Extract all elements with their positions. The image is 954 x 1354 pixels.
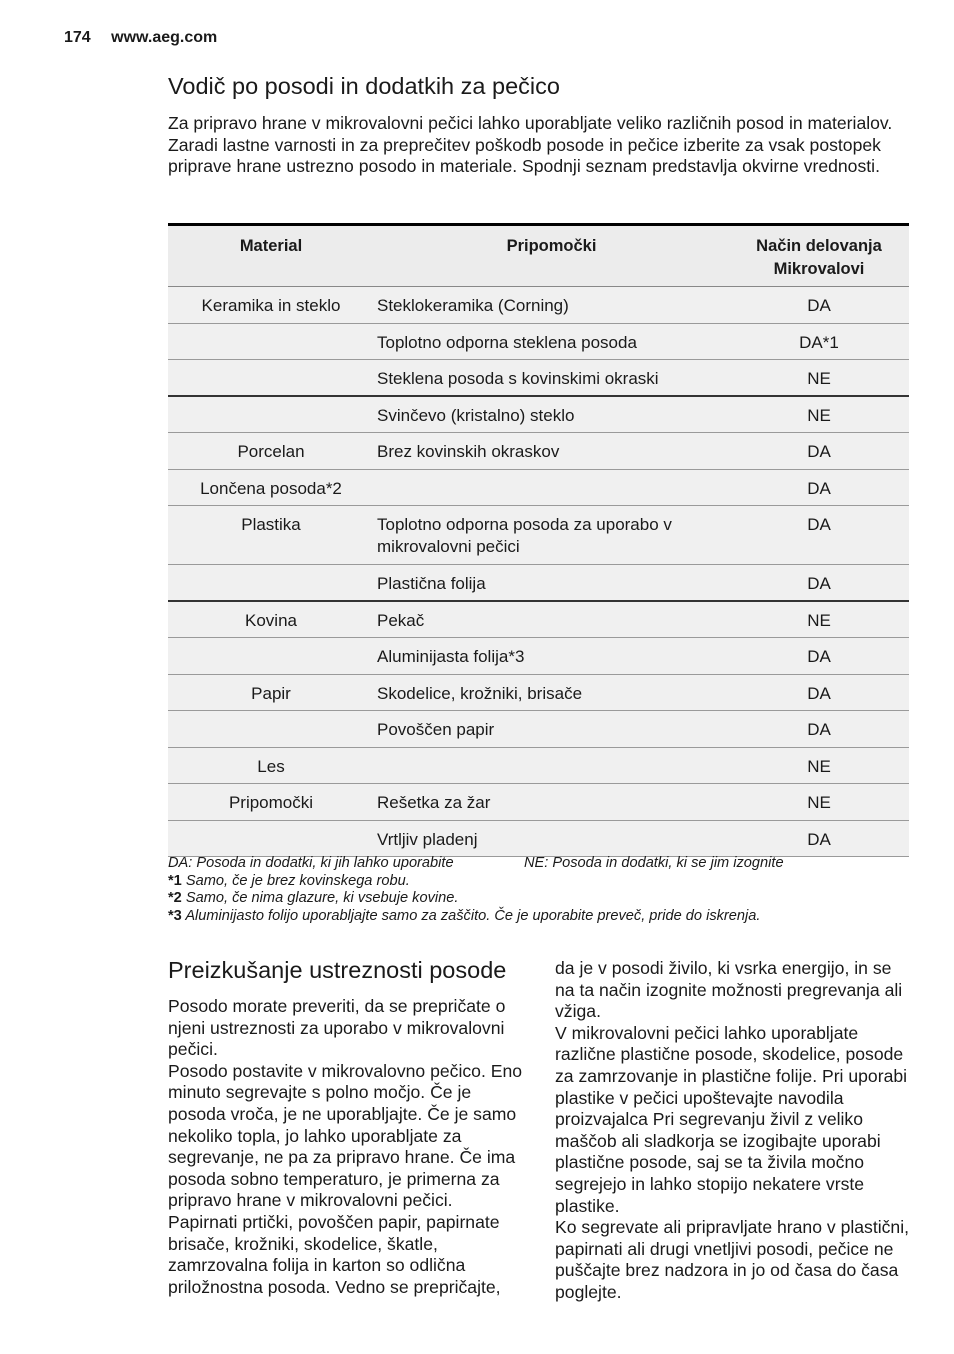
testing-left-column: [168, 996, 530, 1298]
cell-item: Brez kovinskih okraskov: [377, 442, 560, 461]
table-row: [168, 324, 909, 360]
cell-value: NE: [807, 611, 831, 630]
table-row: [168, 638, 909, 675]
website-link[interactable]: www.aeg.com: [111, 29, 218, 46]
cell-value: DA*1: [799, 333, 839, 352]
header-mode-line1: Način delovanja: [756, 237, 882, 255]
cell-material: Keramika in steklo: [201, 296, 341, 315]
cell-material: Plastika: [241, 515, 301, 534]
cell-material: Kovina: [245, 611, 297, 630]
section-title-cookware-guide: Vodič po posodi in dodatkih za pečico: [168, 73, 560, 99]
cell-material: Les: [257, 757, 285, 776]
header-mode: [729, 226, 909, 286]
cell-item: Aluminijasta folija*3: [377, 647, 525, 666]
table-row: [168, 565, 909, 602]
table-header-row: [168, 226, 909, 287]
cell-value: DA: [807, 684, 831, 703]
legend-da: DA: Posoda in dodatki, ki jih lahko uporabite: [168, 855, 454, 871]
footnote-3-mark: *3: [168, 907, 182, 924]
cell-value: DA: [807, 296, 831, 315]
cell-value: NE: [807, 757, 831, 776]
testing-right-column: [555, 958, 915, 1304]
paragraph: Ko segrevate ali pripravljate hrano v plastični, papirnati ali drugi vnetljivi posodi, pečice ne puščajte brez nadzora in jo od časa do časa poglejte.: [555, 1217, 910, 1302]
footnote-1-text: Samo, če je brez kovinskega robu.: [185, 872, 410, 889]
footnote-3: [168, 908, 928, 926]
cell-item: Rešetka za žar: [377, 793, 491, 812]
cell-value: DA: [807, 515, 831, 534]
legend-row: [168, 855, 928, 873]
cell-material: Lončena posoda*2: [200, 479, 342, 498]
cell-item: Pekač: [377, 611, 425, 630]
cell-item: Svinčevo (kristalno) steklo: [377, 406, 575, 425]
cell-material: Papir: [251, 684, 291, 703]
header-accessories: Pripomočki: [506, 237, 597, 255]
paragraph: Posodo morate preveriti, da se prepričate o njeni ustreznosti za uporabo v mikrovalovni pečici.: [168, 996, 506, 1060]
cell-item: Steklokeramika (Corning): [377, 296, 569, 315]
footnote-3-text: Aluminijasto folijo uporabljajte samo za zaščito. Če je uporabite preveč, pride do iskrenja.: [185, 907, 761, 924]
cell-item: Toplotno odporna posoda za uporabo v mikrovalovni pečici: [377, 515, 672, 556]
cell-material: Porcelan: [237, 442, 305, 461]
cell-item: Vrtljiv pladenj: [377, 830, 478, 849]
footnote-1: [168, 873, 928, 891]
paragraph: Papirnati prtički, povoščen papir, papirnate brisače, krožniki, skodelice, škatle, zamrzovalna folija in karton so odlična priložnostna posoda. Vedno se prepričajte,: [168, 1211, 501, 1297]
header-material: Material: [239, 237, 303, 255]
header-mode-line2: Mikrovalovi: [773, 260, 865, 278]
cell-item: Toplotno odporna steklena posoda: [377, 333, 637, 352]
table-row: [168, 506, 909, 565]
footnote-2: [168, 890, 928, 908]
table-row: [168, 602, 909, 638]
cell-material: [168, 638, 374, 674]
cell-material: [168, 324, 374, 359]
cell-material: [168, 821, 374, 856]
cell-value: DA: [807, 479, 831, 498]
table-row: [168, 470, 909, 506]
page-header: [64, 29, 217, 47]
cell-value: NE: [807, 369, 831, 388]
paragraph: V mikrovalovni pečici lahko uporabljate različne plastične posode, skodelice, posode za zamrzovanje in plastične folije. Pri uporabi plastike v pečici upoštevajte navodila proizvajalca Pri segrevanju živil z veliko maščob ali sladkorja se izogibajte uporabi plastične posode, saj se ta živila močno segrejejo in lahko stopijo nekatere vrste plastike.: [555, 1022, 908, 1216]
cell-value: NE: [807, 406, 831, 425]
table-row: [168, 360, 909, 397]
table-row: [168, 433, 909, 470]
table-footnotes: [168, 855, 928, 925]
cell-item: Povoščen papir: [377, 720, 495, 739]
cell-material: Pripomočki: [228, 793, 314, 812]
cell-material: [168, 360, 374, 395]
table-row: [168, 821, 909, 857]
table-row: [168, 397, 909, 433]
cell-material: [168, 711, 374, 747]
cell-item: Skodelice, krožniki, brisače: [377, 684, 583, 703]
cell-value: DA: [807, 830, 831, 849]
footnote-1-mark: *1: [168, 872, 182, 889]
footnote-2-text: Samo, če nima glazure, ki vsebuje kovine.: [185, 890, 459, 906]
cell-value: NE: [807, 793, 831, 812]
cookware-table: [168, 223, 909, 857]
cell-item: [374, 748, 729, 783]
cell-value: DA: [807, 574, 831, 593]
cell-value: DA: [807, 442, 831, 461]
cell-item: [374, 470, 729, 505]
cell-material: [168, 397, 374, 432]
table-row: [168, 675, 909, 711]
cell-item: Steklena posoda s kovinskimi okraski: [377, 369, 659, 388]
footnote-2-mark: *2: [168, 890, 182, 906]
cell-value: DA: [807, 720, 831, 739]
legend-ne: NE: Posoda in dodatki, ki se jim izognite: [524, 855, 784, 871]
page-number: 174: [64, 29, 91, 46]
paragraph: da je v posodi živilo, ki vsrka energijo, in se na ta način izognite možnosti pregrevanja ali vžiga.: [555, 958, 903, 1022]
paragraph: Posodo postavite v mikrovalovno pečico. Eno minuto segrevajte s polno močjo. Če je posoda vroča, je ne uporabljajte. Če je samo nekoliko topla, jo lahko uporabljate za segrevanje, ne pa za pripravo hrane. Če ima posoda sobno temperaturo, je primerna za pripravo hrane v mikrovalovni pečici.: [168, 1060, 523, 1211]
cell-item: Plastična folija: [377, 574, 486, 593]
cell-value: DA: [807, 647, 831, 666]
cell-material: [168, 565, 374, 600]
table-row: [168, 748, 909, 784]
section-title-testing: Preizkušanje ustreznosti posode: [168, 957, 507, 983]
intro-paragraph: Za pripravo hrane v mikrovalovni pečici lahko uporabljate veliko različnih posod in materialov. Zaradi lastne varnosti in za preprečitev poškodb posode in pečice izberite za vsak postopek priprave hrane ustrezno posodo in materiale. Spodnji seznam predstavlja okvirne vrednosti.: [168, 113, 893, 176]
table-row: [168, 711, 909, 748]
table-row: [168, 784, 909, 821]
table-row: [168, 287, 909, 324]
